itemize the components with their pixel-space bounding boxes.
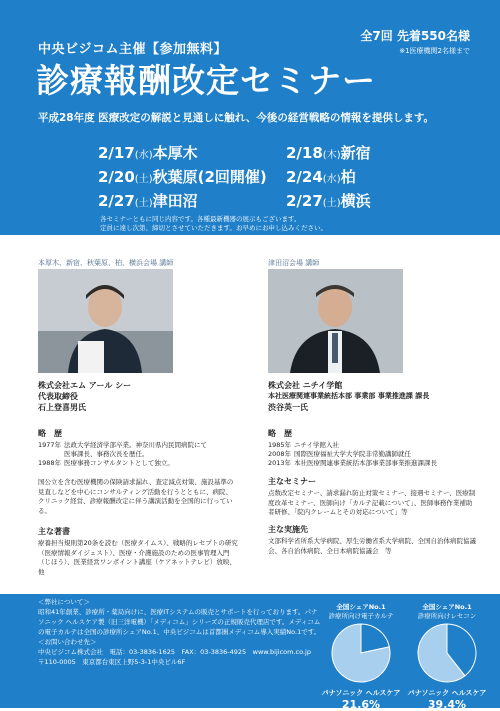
contact-company: 中央ビジコム株式会社 電話：03-3836-1625 FAX：03-3836-4925 www.bijicom.co.jp [38, 648, 311, 656]
left-books-text: 療養担当規則第20条を読む（医療タイムス）、戦略的レセプトの研究（医療情報ダイジェスト）、医療・介護施設のための医事管理入門（じほう）、医業経営ワンポイント講座（ケアネットテレビ）放映、他 [38, 539, 238, 576]
about-title: ＜弊社について＞ [38, 598, 90, 606]
right-lecturer-info [268, 380, 488, 413]
right-name: 渋谷英一氏 [268, 403, 308, 412]
career-row: 1988年 医療事務コンサルタントとして独立。 [38, 459, 174, 467]
venue-item: 2/17(水)本厚木 [98, 144, 198, 162]
right-seminars-title: 主なセミナー [268, 477, 316, 486]
chart-subtitle: 診療所向け電子カルテ [328, 612, 394, 620]
venue-note [100, 215, 327, 233]
share-chart-ehr [318, 602, 404, 711]
right-career-title: 略 歴 [268, 429, 292, 438]
right-lecturer-venue: 津田沼会場 講師 [268, 259, 320, 267]
venue-item: 2/24(水)柏 [286, 168, 356, 186]
left-name: 石上登喜男氏 [38, 403, 86, 412]
right-lectures [268, 524, 478, 556]
career-row: 2008年 国際医療福祉大学大学院非常勤講師就任 [268, 450, 411, 458]
contact-title: ＜お問い合わせ先＞ [38, 638, 97, 646]
left-profile: 国公立を含む医療機関の保険請求漏れ、査定減点対策、施設基準の見直しなどを中心にコンサルティング活動を行うとともに、病院、クリニック経営、診療報酬改定に伴う講演活動を全国的に行っている。 [38, 478, 234, 515]
left-books [38, 526, 238, 577]
contact-address: 〒110-0005 東京都台東区上野5-3-1中央ビル6F [38, 658, 186, 666]
chart-value-label: 21.6% [341, 698, 381, 711]
left-lecturer-info [38, 380, 228, 413]
person-photo-icon [268, 269, 403, 373]
left-career [38, 428, 238, 468]
venue-item: 2/18(木)新宿 [286, 144, 371, 162]
venue-item: 2/27(土)横浜 [286, 192, 371, 210]
right-career [268, 428, 483, 468]
seats-info [360, 27, 470, 56]
career-row: 1985年 ニチイ学館入社 [268, 441, 340, 449]
right-title: 本社医療関連事業統括本部 事業部 事業推進課 課長 [268, 392, 430, 400]
chart-subtitle: 診療所向けレセコン [417, 612, 477, 620]
career-row: 医事課長、事務次長を歴任。 [64, 450, 149, 458]
left-books-title: 主な著書 [38, 527, 70, 536]
seats-count: 全7回 先着550名様 [360, 29, 470, 43]
right-lectures-title: 主な実施先 [268, 525, 308, 534]
right-lecturer-photo [268, 269, 403, 373]
about-text: 昭和41年創業、診療所・薬局向けに、医療ITシステムの販売とサポートを行っております。パナソニック ヘルスケア製（旧三洋電機）「メディコム」シリーズの正規販売代理店です。メディコムの電子カルテは全国の診療所シェアNo.1、中央ビジコムは首都圏メディコム導入実績No.1です。 [38, 608, 321, 636]
left-lecturer-photo [38, 269, 173, 373]
venue-note-line: 定員に達し次第、締切とさせていただきます。お早めにお申し込みください。 [100, 224, 327, 232]
left-lecturer-venue: 本厚木、新宿、秋葉原、柏、横浜会場 講師 [38, 259, 174, 267]
hero-banner [0, 0, 500, 235]
chart-value-label: 39.4% [427, 698, 467, 711]
seats-note: ※1医療機関2名様まで [399, 47, 470, 55]
venue-note-line: 各セミナーともに同じ内容です。各種最新機器の展示もございます。 [100, 215, 301, 223]
footer-text [38, 597, 323, 667]
chart-title: 全国シェアNo.1 [422, 603, 472, 611]
share-chart-receipt [404, 602, 490, 711]
chart-series-label: パナソニック ヘルスケア [321, 689, 401, 697]
left-title: 代表取締役 [38, 392, 78, 401]
venue-item: 2/20(土)秋葉原(2回開催) [98, 168, 267, 186]
chart-title: 全国シェアNo.1 [336, 603, 386, 611]
left-company: 株式会社エム アール シー [38, 381, 132, 390]
right-seminars-text: 点数改定セミナー、請求漏れ防止対策セミナー、接遇セミナー、医療制度改革セミナー、医師向け「カルテ記載について」、医師事務作業補助者研修、「院内クレームとその対応について」等 [268, 489, 476, 516]
lead-text: 平成28年度 医療改定の解説と見通しに触れ、今後の経営戦略の情報を提供します。 [38, 112, 435, 124]
right-seminars [268, 476, 478, 518]
person-photo-icon [38, 269, 173, 373]
venue-item: 2/27(土)津田沼 [98, 192, 198, 210]
right-lectures-text: 文部科学省所系大学病院、厚生労働省系大学病院、全国自治体病院協議会、各自治体病院、全日本病院協議会 等 [268, 537, 476, 555]
career-row: 1977年 法政大学経済学部卒業。神奈川県内民間病院にて [38, 441, 207, 449]
page-title: 診療報酬改定セミナー [36, 61, 376, 100]
pie-chart [330, 622, 392, 684]
pie-chart [416, 622, 478, 684]
chart-series-label: パナソニック ヘルスケア [407, 689, 487, 697]
right-company: 株式会社 ニチイ学館 [268, 381, 343, 390]
footer [0, 594, 500, 711]
organizer-label: 中央ビジコム主催【参加無料】 [38, 42, 228, 57]
career-row: 2013年 本社医療関連事業統括本部事業部事業推進課課長 [268, 459, 437, 467]
left-career-title: 略 歴 [38, 429, 62, 438]
